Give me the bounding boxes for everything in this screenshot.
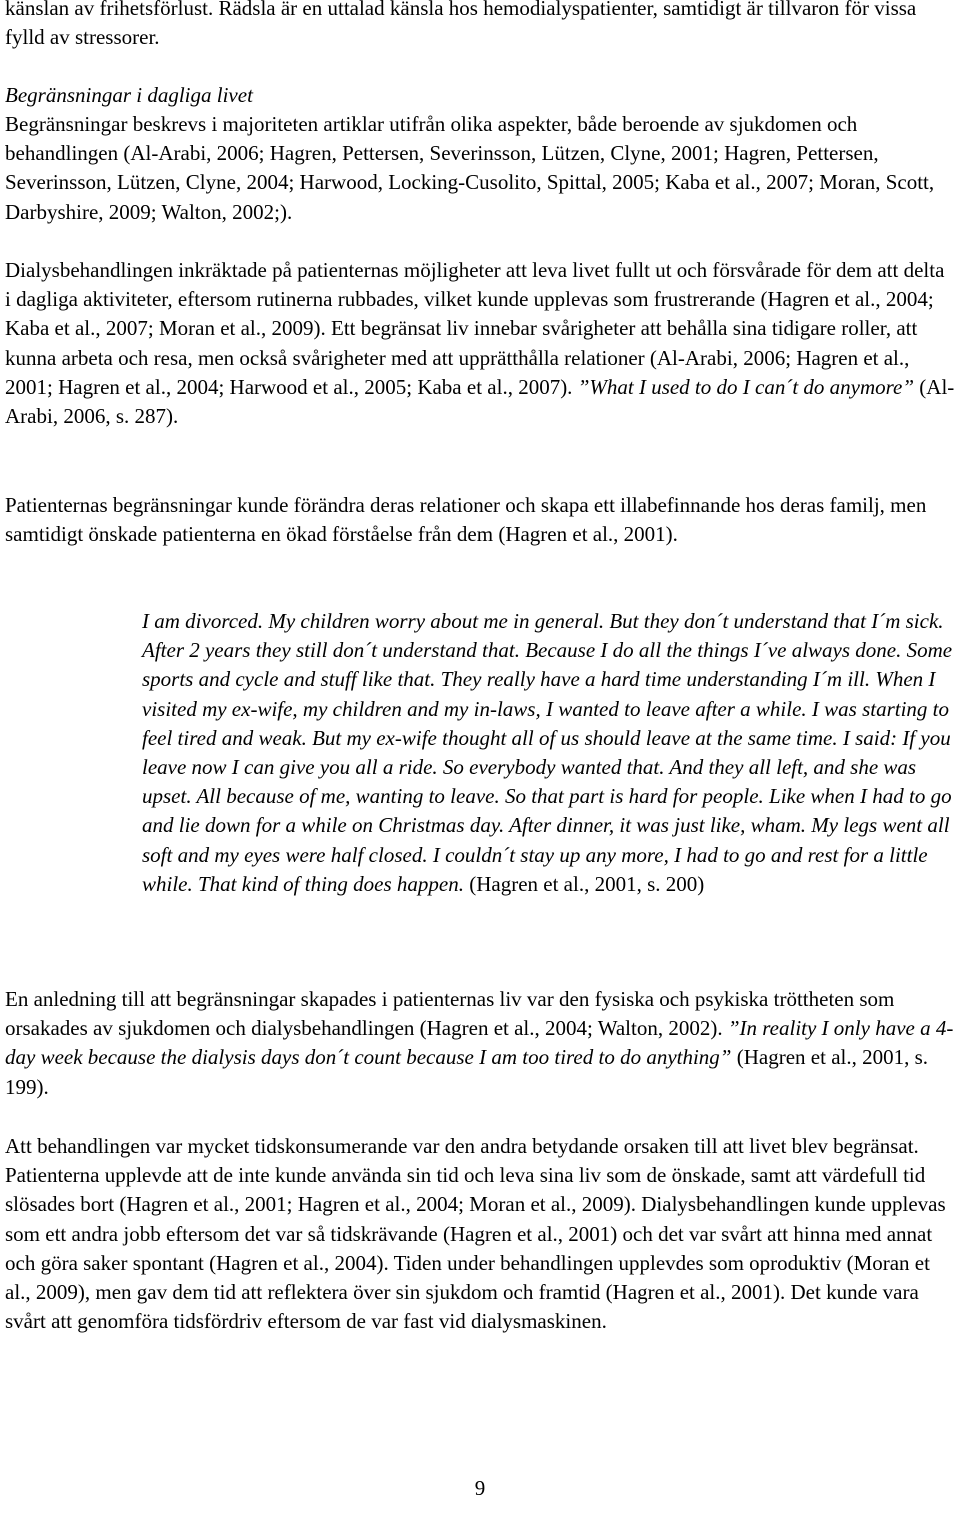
paragraph-4-quote: ”In reality I only have a 4-day week because the dialysis days don´t count because I am too tired to do anything”	[5, 1016, 954, 1070]
intro-paragraph	[5, 0, 955, 52]
paragraph-2-citation: (Al-Arabi, 2006, s. 287).	[5, 374, 955, 429]
block-quote	[142, 607, 960, 899]
paragraph-4-citation: (Hagren et al., 2001, s. 199).	[5, 1045, 929, 1099]
paragraph-2	[5, 256, 955, 431]
block-quote-text: I am divorced. My children worry about me in general. But they don´t understand that I´m sick. After 2 years they still don´t understand that. Because I do all the things I´ve always done. Some sports and cycle and stuff like that. They really have a hard time understanding I´m ill. When I visited my ex-wife, my children and my in-laws, I wanted to leave after a while. I was starting to feel tired and weak. But my ex-wife thought all of us should leave at the same time. I said: If you leave now I can give you all a ride. So everybody wanted that. And they all left, and she was upset. All because of me, wanting to leave. So that part is hard for people. Like when I had to go and lie down for a while on Christmas day. After dinner, it was just like, wham. My legs went all soft and my eyes were half closed. I couldn´t stay up any more, I had to go and rest for a little while. That kind of thing does happen.	[142, 609, 953, 896]
section-heading: Begränsningar i dagliga livet	[5, 83, 253, 107]
paragraph-2-text: Dialysbehandlingen inkräktade på patienternas möjligheter att leva livet fullt ut och försvårade för dem att delta i dagliga aktiviteter, eftersom rutinerna rubbades, vilket kunde upplevas som frustrerande (Hagren et al., 2004; Kaba et al., 2007; Moran et al., 2009). Ett begränsat liv innebar svårigheter att behålla sina tidigare roller, att kunna arbeta och resa, men också svårigheter med att upprätthålla relationer (Al-Arabi, 2006; Hagren et al., 2001; Hagren et al., 2004; Harwood et al., 2005; Kaba et al., 2007).	[5, 258, 945, 399]
paragraph-5: Att behandlingen var mycket tidskonsumerande var den andra betydande orsaken till att livet blev begränsat. Patienterna upplevde att de inte kunde använda sin tid och leva sina liv som de önskade, samt att värdefull tid slösades bort (Hagren et al., 2001; Hagren et al., 2004; Moran et al., 2009). Dialysbehandlingen kunde upplevas som ett andra jobb eftersom det var så tidskrävande (Hagren et al., 2001) och det var svårt att hinna med annat och göra saker spontant (Hagren et al., 2004). Tiden under behandlingen upplevdes som oproduktiv (Moran et al., 2009), men gav dem tid att reflektera över sin sjukdom och framtid (Hagren et al., 2001). Det kunde vara svårt att genomföra tidsfördriv eftersom de var fast vid dialysmaskinen.	[5, 1134, 946, 1334]
page-number: 9	[474, 1476, 486, 1500]
block-quote-citation: (Hagren et al., 2001, s. 200)	[463, 871, 705, 896]
paragraph-4	[5, 985, 955, 1102]
paragraph-1: Begränsningar beskrevs i majoriteten artiklar utifrån olika aspekter, både beroende av sjukdomen och behandlingen (Al-Arabi, 2006; Hagren, Pettersen, Severinsson, Lützen, Clyne, 2001; Hagren, Pettersen, Severinsson, Lützen, Clyne, 2004; Harwood, Locking-Cusolito, Spittal, 2005; Kaba et al., 2007; Moran, Scott, Darbyshire, 2009; Walton, 2002;).	[5, 112, 935, 224]
paragraph-3: Patienternas begränsningar kunde förändra deras relationer och skapa ett illabefinnande hos deras familj, men samtidigt önskade patienterna en ökad förståelse från dem (Hagren et al., 2001).	[5, 493, 927, 547]
intro-text: känslan av frihetsförlust. Rädsla är en uttalad känsla hos hemodialyspatienter, samtidigt är tillvaron för vissa fylld av stressorer.	[5, 0, 917, 50]
document-page	[5, 0, 955, 1515]
paragraph-2-quote: ”What I used to do I can´t do anymore”	[577, 374, 915, 399]
paragraph-4-text: En anledning till att begränsningar skapades i patienternas liv var den fysiska och psykiska tröttheten som orsakades av sjukdomen och dialysbehandlingen (Hagren et al., 2004; Walton, 2002).	[5, 987, 895, 1041]
